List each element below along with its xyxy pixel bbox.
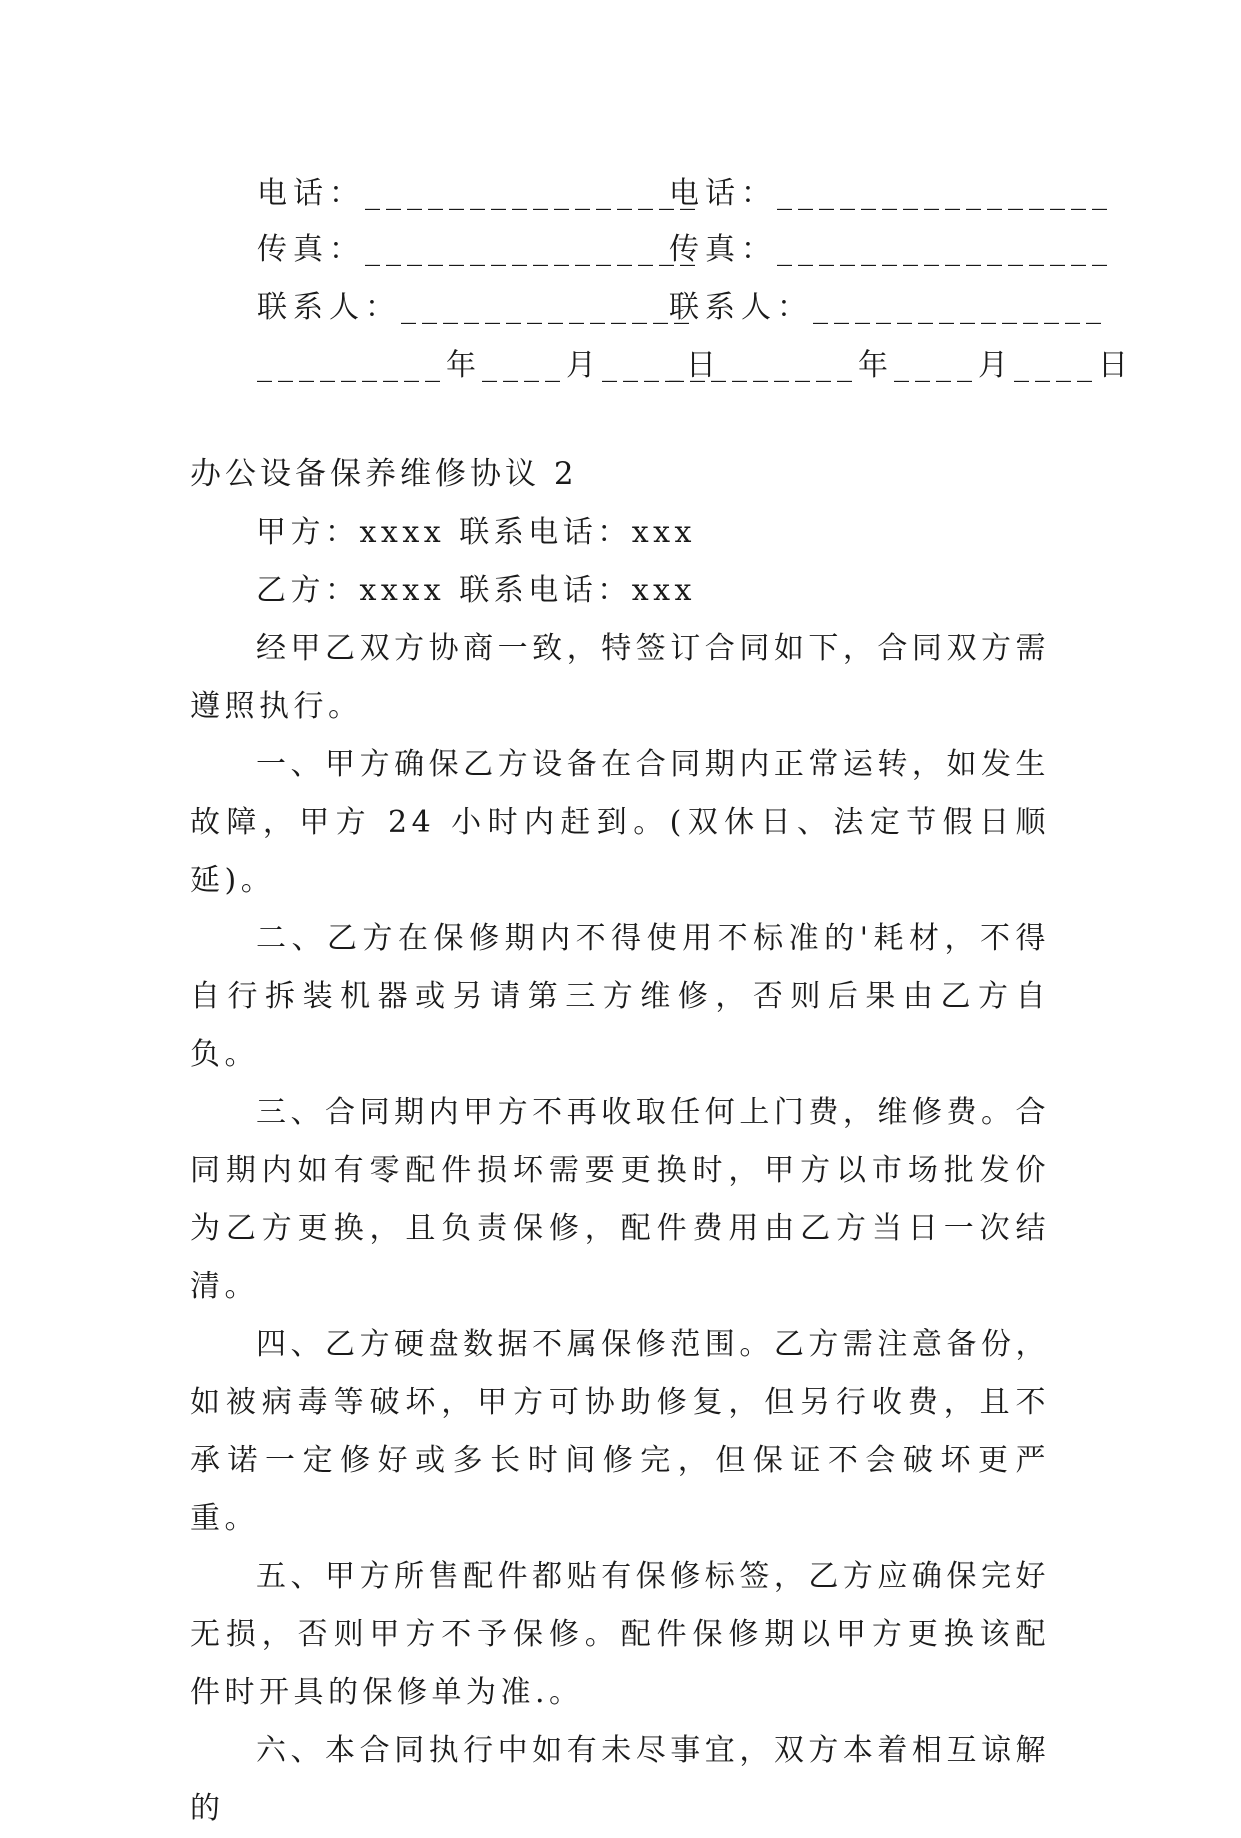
- contact-left: 联系人：______________: [257, 290, 695, 325]
- signature-row-phone: [257, 168, 1113, 211]
- contact-right: 联系人：______________: [669, 290, 1107, 325]
- clause-4: 四、乙方硬盘数据不属保修范围。乙方需注意备份，如被病毒等破坏，甲方可协助修复，但另行收费，且不承诺一定修好或多长时间修完，但保证不会破坏更严重。: [190, 1327, 1050, 1536]
- fax-left: 传真：________________: [257, 232, 701, 267]
- document-title: 办公设备保养维修协议 2: [190, 456, 578, 492]
- phone-right: 电话：________________: [669, 176, 1113, 211]
- date-right: _________年____月____日: [669, 348, 1134, 383]
- preamble-paragraph: 经甲乙双方协商一致，特签订合同如下，合同双方需遵照执行。: [190, 631, 1050, 724]
- signature-row-contact: [257, 282, 1107, 325]
- document-body: [190, 504, 1050, 1838]
- clause-5: 五、甲方所售配件都贴有保修标签，乙方应确保完好无损，否则甲方不予保修。配件保修期以甲方更换该配件时开具的保修单为准.。: [190, 1559, 1050, 1710]
- party-b-line: 乙方：xxxx 联系电话：xxx: [256, 573, 696, 608]
- fax-right: 传真：________________: [669, 232, 1113, 267]
- clause-2: 二、乙方在保修期内不得使用不标准的'耗材，不得自行拆装机器或另请第三方维修，否则后果由乙方自负。: [190, 921, 1050, 1072]
- party-a-line: 甲方：xxxx 联系电话：xxx: [256, 515, 696, 550]
- signature-row-date: [257, 340, 1134, 383]
- phone-left: 电话：________________: [257, 176, 701, 211]
- clause-3: 三、合同期内甲方不再收取任何上门费，维修费。合同期内如有零配件损坏需要更换时，甲方以市场批发价为乙方更换，且负责保修，配件费用由乙方当日一次结清。: [190, 1095, 1050, 1304]
- date-left: _________年____月____日: [257, 348, 722, 383]
- clause-6: 六、本合同执行中如有未尽事宜，双方本着相互谅解的: [190, 1733, 1050, 1826]
- signature-row-fax: [257, 224, 1113, 267]
- clause-1: 一、甲方确保乙方设备在合同期内正常运转，如发生故障，甲方 24 小时内赶到。(双休日、法定节假日顺延)。: [190, 747, 1050, 898]
